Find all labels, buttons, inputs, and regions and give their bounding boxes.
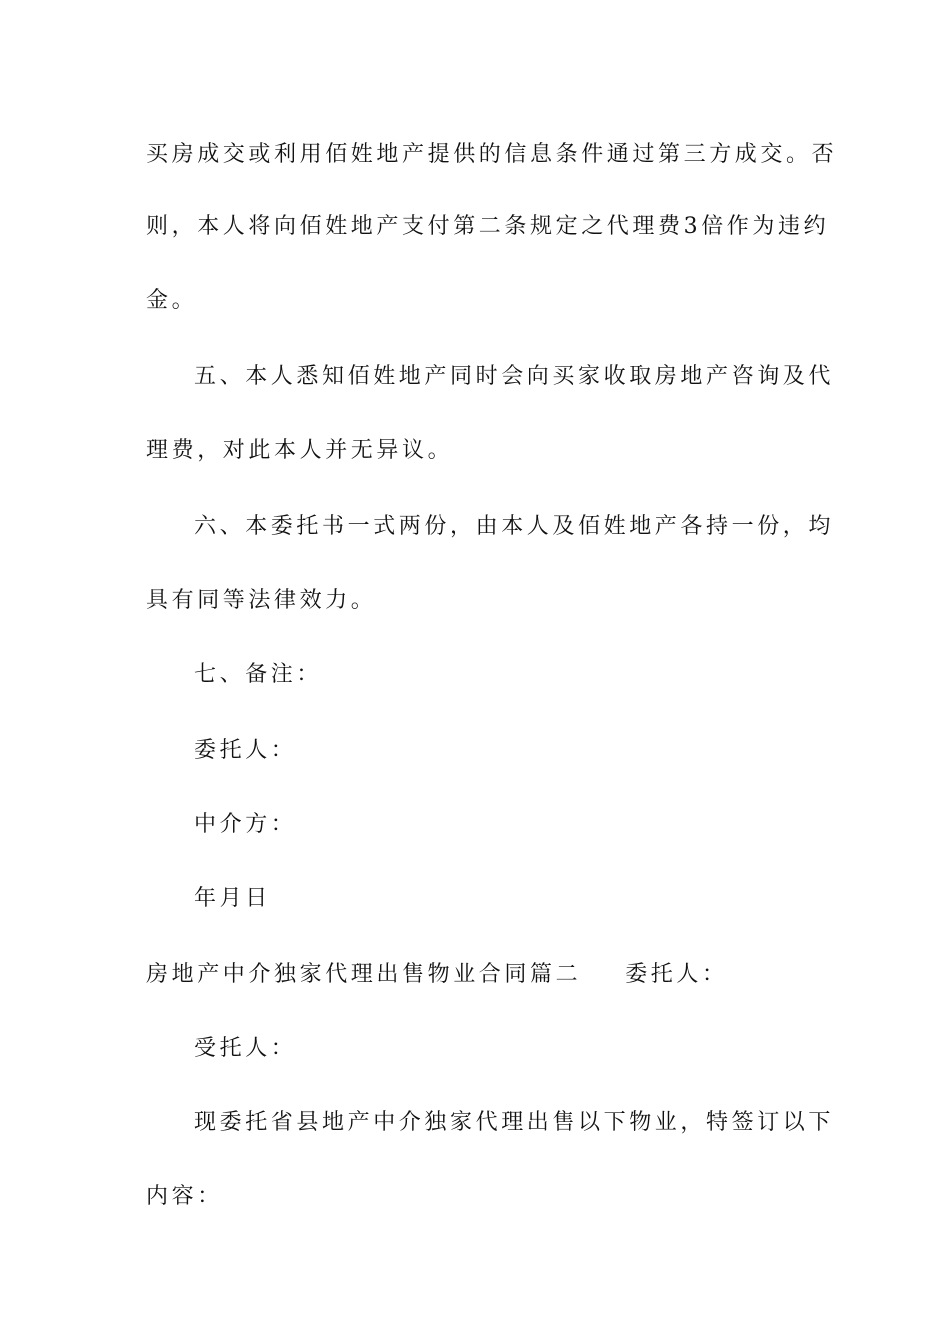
section-title: 房地产中介独家代理出售物业合同篇二 [146,962,582,987]
principal-label: 委托人： [625,962,728,987]
paragraph-line: 具有同等法律效力。 [146,588,377,613]
date-label: 年月日 [194,886,271,911]
agent-signature-label: 中介方： [194,812,297,837]
section-heading-line [146,960,728,990]
paragraph-line: 则，本人将向佰姓地产支付第二条规定之代理费3倍作为违约 [146,214,830,239]
clause-five: 五、本人悉知佰姓地产同时会向买家收取房地产咨询及代 [194,364,835,389]
paragraph-line: 现委托省县地产中介独家代理出售以下物业，特签订以下 [194,1110,835,1135]
paragraph-line: 内容： [146,1184,223,1209]
paragraph-line: 理费，对此本人并无异议。 [146,438,454,463]
paragraph-line: 买房成交或利用佰姓地产提供的信息条件通过第三方成交。否 [146,142,838,167]
clause-six: 六、本委托书一式两份，由本人及佰姓地产各持一份，均 [194,514,835,539]
trustee-label: 受托人： [194,1036,297,1061]
principal-signature-label: 委托人： [194,738,297,763]
clause-seven-remarks: 七、备注： [194,662,323,687]
paragraph-line: 金。 [146,288,198,313]
